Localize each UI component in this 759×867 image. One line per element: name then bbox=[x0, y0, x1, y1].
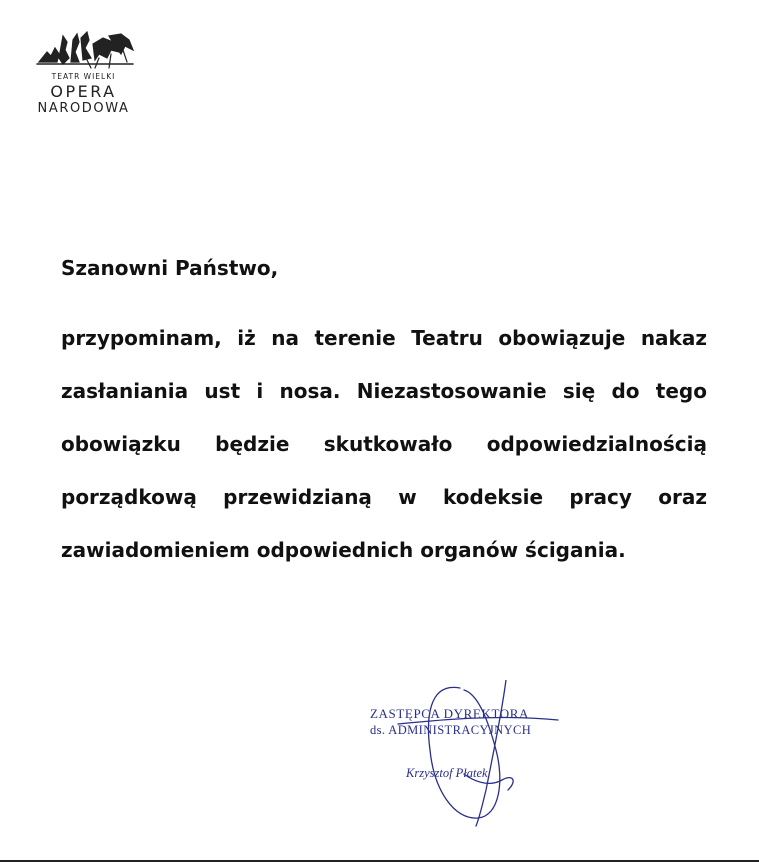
signature-block bbox=[368, 680, 568, 830]
logo-line-3: NARODOWA bbox=[37, 101, 130, 116]
quadriga-icon bbox=[29, 28, 139, 72]
signature-title: ZASTĘPCA DYREKTORA bbox=[370, 706, 529, 721]
signature-name: Krzysztof Płatek bbox=[406, 766, 488, 780]
logo-line-2: OPERA bbox=[50, 82, 117, 101]
letter-body: przypominam, iż na terenie Teatru obowiązuje nakaz zasłaniania ust i nosa. Niezastosowanie się do tego obowiązku będzie skutkowało odpowiedzialnością porządkową przewidzianą w kodeksie pracy oraz zawiadomieniem odpowiednich organów ścigania. bbox=[61, 326, 707, 562]
signature-subtitle: ds. ADMINISTRACYJNYCH bbox=[370, 723, 532, 737]
letter-greeting: Szanowni Państwo, bbox=[61, 256, 279, 280]
logo-line-1: TEATR WIELKI bbox=[51, 72, 116, 81]
opera-logo bbox=[26, 28, 141, 116]
bottom-divider bbox=[0, 860, 759, 862]
signature-scribble-icon bbox=[368, 680, 568, 830]
